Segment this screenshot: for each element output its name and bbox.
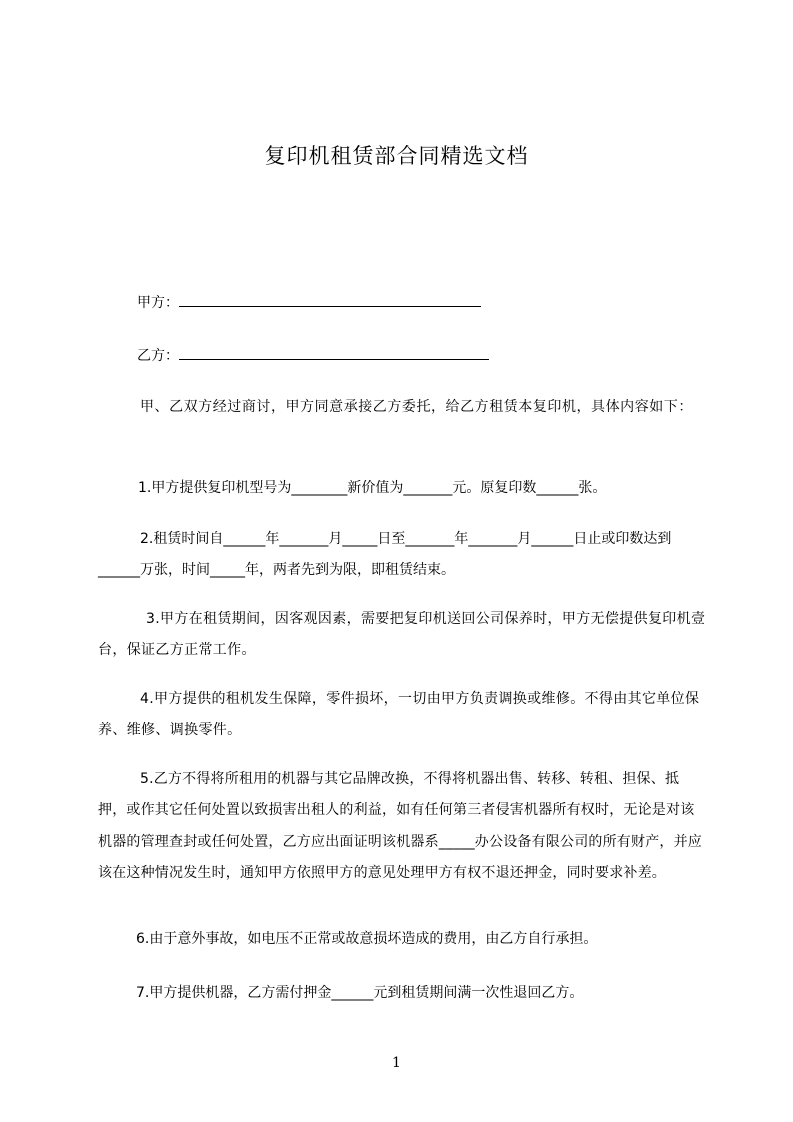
clause-6: 6.由于意外事故，如电压不正常或故意损坏造成的费用，由乙方自行承担。 — [136, 931, 598, 947]
clause-5: 5.乙方不得将所租用的机器与其它品牌改换，不得将机器出售、转移、转租、担保、抵押，或作其它任何处置以致损害出租人的利益，如有任何第三者侵害机器所有权时，无论是对该机器的管理查封或任何处置，乙方应出面证明该机器系_____办公设备有限公司的所有财产，并应该在这种情况发生时，通知甲方依照甲方的意见处理甲方有权不退还押金，同时要求补差。 — [98, 771, 702, 881]
intro-paragraph: 甲、乙双方经过商讨，甲方同意承接乙方委托，给乙方租赁本复印机，具体内容如下： — [140, 399, 693, 415]
party-a-label: 甲方： — [137, 295, 179, 311]
document-title: 复印机租赁部合同精选文档 — [264, 144, 529, 168]
party-b-row — [137, 345, 489, 366]
clause-1: 1.甲方提供复印机型号为________新价值为_______元。原复印数______张。 — [138, 480, 607, 496]
clause-7: 7.甲方提供机器，乙方需付押金______元到租赁期间满一次性退回乙方。 — [136, 985, 584, 1001]
clause-4: 4.甲方提供的租机发生保障，零件损坏，一切由甲方负责调换或维修。不得由其它单位保养、维修、调换零件。 — [98, 691, 700, 739]
party-b-blank-line — [179, 345, 489, 360]
clause-3: 3.甲方在租赁期间，因客观因素，需要把复印机送回公司保养时，甲方无偿提供复印机壹台，保证乙方正常工作。 — [98, 611, 706, 659]
clause-2: 2.租赁时间自______年_______月_____日至_______年_______月______日止或印数达到______万张，时间_____年，两者先到为限，即租赁结束。 — [98, 531, 672, 579]
page-number: 1 — [392, 1055, 401, 1071]
party-a-row — [137, 292, 481, 313]
party-b-label: 乙方： — [137, 348, 179, 364]
party-a-blank-line — [179, 292, 481, 307]
